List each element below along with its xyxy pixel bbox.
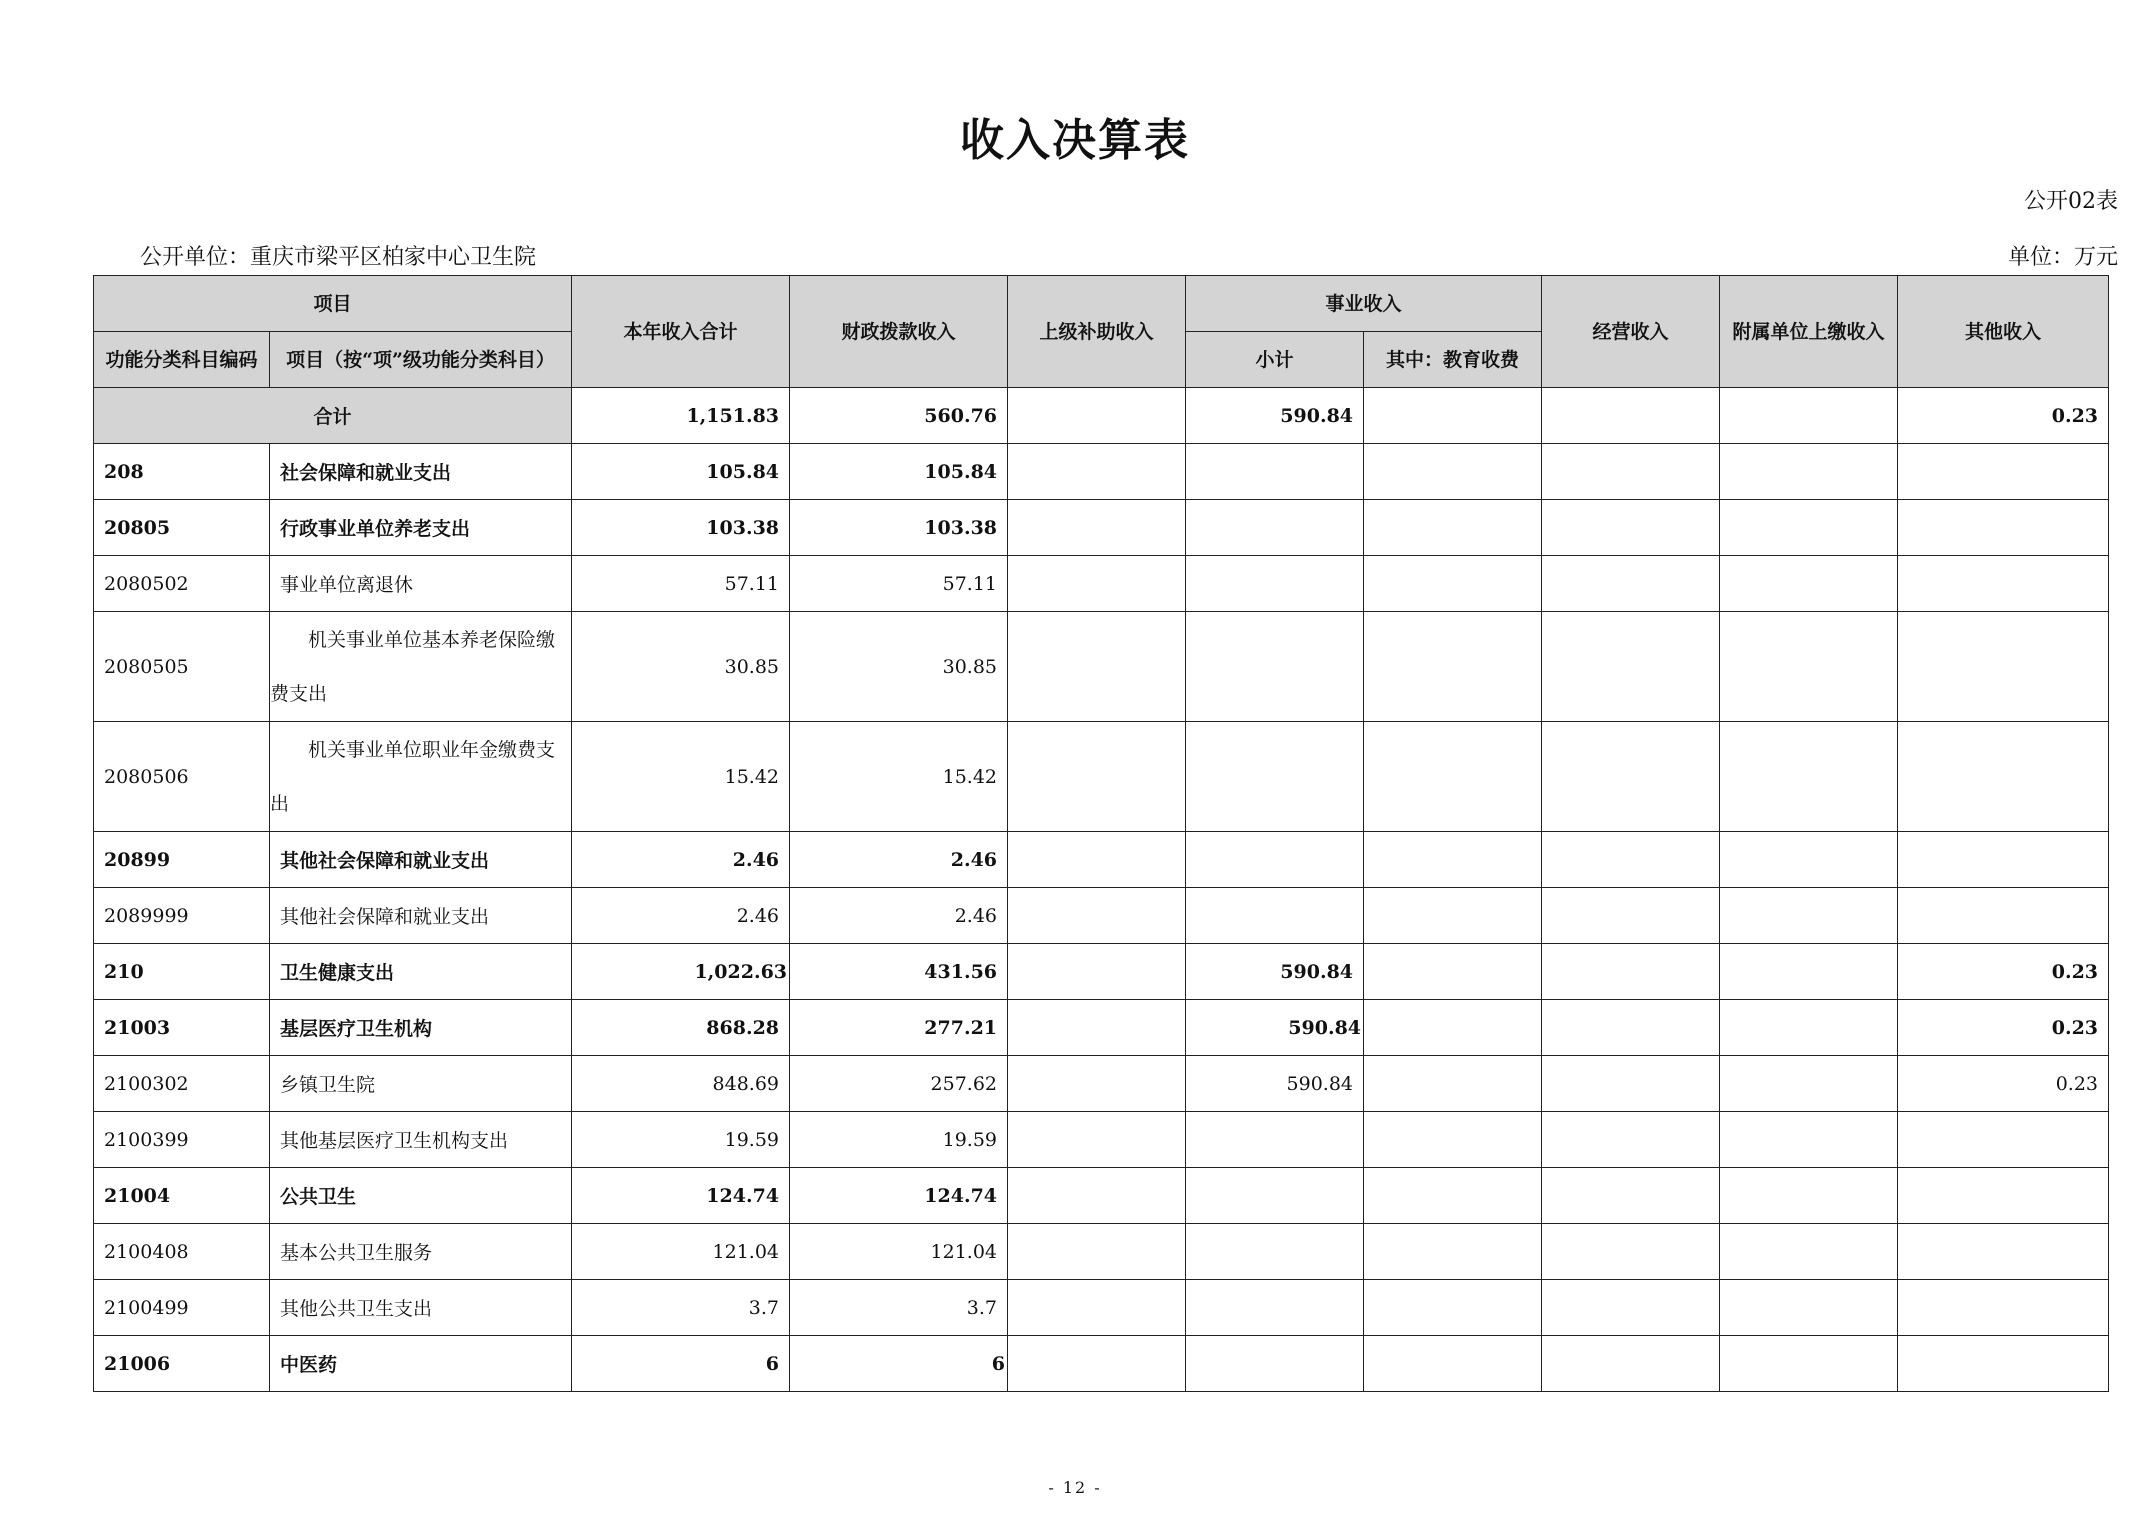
- cell-other: [1898, 722, 2109, 832]
- cell-career-edu: [1364, 1336, 1542, 1392]
- cell-affiliate: [1720, 1112, 1898, 1168]
- cell-affiliate: [1720, 1000, 1898, 1056]
- header-other: 其他收入: [1898, 276, 2109, 388]
- cell-career-edu: [1364, 444, 1542, 500]
- cell-career-subtotal: [1186, 1168, 1364, 1224]
- cell-name: 行政事业单位养老支出: [270, 500, 572, 556]
- cell-affiliate: [1720, 500, 1898, 556]
- cell-fiscal: 431.56: [790, 944, 1008, 1000]
- cell-business: [1542, 1000, 1720, 1056]
- cell-superior: [1008, 1000, 1186, 1056]
- cell-other: 0.23: [1898, 944, 2109, 1000]
- cell-fiscal: 105.84: [790, 444, 1008, 500]
- header-project: 项目: [94, 276, 572, 332]
- table-row: [94, 1168, 2109, 1224]
- cell-superior: [1008, 1280, 1186, 1336]
- cell-total: 2.46: [572, 832, 790, 888]
- cell-fiscal: 3.7: [790, 1280, 1008, 1336]
- header-total: 本年收入合计: [572, 276, 790, 388]
- table-row: [94, 1280, 2109, 1336]
- cell-fiscal: 2.46: [790, 888, 1008, 944]
- cell-business: [1542, 722, 1720, 832]
- table-row: [94, 1056, 2109, 1112]
- cell-other: [1898, 500, 2109, 556]
- cell-career-subtotal: [1186, 722, 1364, 832]
- cell-superior: [1008, 888, 1186, 944]
- table-row: [94, 944, 2109, 1000]
- cell-name: 事业单位离退休: [270, 556, 572, 612]
- cell-code: 2100499: [94, 1280, 270, 1336]
- cell-total: 848.69: [572, 1056, 790, 1112]
- cell-code: 21004: [94, 1168, 270, 1224]
- cell-superior: [1008, 556, 1186, 612]
- cell-superior: [1008, 832, 1186, 888]
- cell-affiliate: [1720, 832, 1898, 888]
- cell-name: 基本公共卫生服务: [270, 1224, 572, 1280]
- cell-name: 卫生健康支出: [270, 944, 572, 1000]
- cell-career-subtotal: [1186, 888, 1364, 944]
- cell-total: 57.11: [572, 556, 790, 612]
- cell-career-edu: [1364, 1280, 1542, 1336]
- header-fiscal: 财政拨款收入: [790, 276, 1008, 388]
- cell-other: 0.23: [1898, 1000, 2109, 1056]
- cell-affiliate: [1720, 388, 1898, 444]
- cell-business: [1542, 1336, 1720, 1392]
- cell-fiscal: 121.04: [790, 1224, 1008, 1280]
- cell-business: [1542, 444, 1720, 500]
- cell-career-edu: [1364, 500, 1542, 556]
- cell-fiscal: 124.74: [790, 1168, 1008, 1224]
- cell-business: [1542, 500, 1720, 556]
- cell-superior: [1008, 388, 1186, 444]
- page-title: 收入决算表: [960, 115, 1190, 166]
- cell-other: [1898, 1280, 2109, 1336]
- page-number: - 12 -: [1048, 1478, 1102, 1497]
- cell-affiliate: [1720, 1224, 1898, 1280]
- cell-career-subtotal: [1186, 444, 1364, 500]
- cell-superior: [1008, 722, 1186, 832]
- cell-total: 124.74: [572, 1168, 790, 1224]
- cell-name: 机关事业单位基本养老保险缴费支出: [270, 612, 572, 722]
- cell-career-subtotal: 590.84: [1186, 944, 1364, 1000]
- cell-career-edu: [1364, 388, 1542, 444]
- cell-superior: [1008, 1112, 1186, 1168]
- cell-code: 2089999: [94, 888, 270, 944]
- cell-code: 20899: [94, 832, 270, 888]
- cell-career-subtotal: [1186, 556, 1364, 612]
- cell-career-edu: [1364, 888, 1542, 944]
- cell-other: [1898, 556, 2109, 612]
- cell-name: 其他基层医疗卫生机构支出: [270, 1112, 572, 1168]
- cell-affiliate: [1720, 612, 1898, 722]
- cell-superior: [1008, 612, 1186, 722]
- table-row: [94, 612, 2109, 722]
- cell-affiliate: [1720, 1336, 1898, 1392]
- cell-name: 基层医疗卫生机构: [270, 1000, 572, 1056]
- cell-other: [1898, 612, 2109, 722]
- cell-superior: [1008, 1336, 1186, 1392]
- table-row: [94, 444, 2109, 500]
- cell-total: 103.38: [572, 500, 790, 556]
- cell-business: [1542, 1056, 1720, 1112]
- table-row: [94, 888, 2109, 944]
- table-row: [94, 556, 2109, 612]
- cell-career-subtotal: [1186, 832, 1364, 888]
- cell-career-subtotal: 590.84: [1186, 388, 1364, 444]
- table-row: [94, 1000, 2109, 1056]
- cell-name: 社会保障和就业支出: [270, 444, 572, 500]
- cell-other: [1898, 888, 2109, 944]
- cell-fiscal: 6: [790, 1336, 1008, 1392]
- cell-affiliate: [1720, 888, 1898, 944]
- cell-fiscal: 30.85: [790, 612, 1008, 722]
- cell-career-subtotal: 590.84: [1186, 1056, 1364, 1112]
- cell-career-edu: [1364, 1112, 1542, 1168]
- cell-business: [1542, 944, 1720, 1000]
- cell-total: 1,022.63: [572, 944, 790, 1000]
- cell-career-edu: [1364, 1224, 1542, 1280]
- cell-other: [1898, 444, 2109, 500]
- cell-fiscal: 560.76: [790, 388, 1008, 444]
- income-table: [93, 275, 2109, 1392]
- cell-fiscal: 103.38: [790, 500, 1008, 556]
- cell-business: [1542, 1168, 1720, 1224]
- cell-business: [1542, 1112, 1720, 1168]
- cell-career-edu: [1364, 1056, 1542, 1112]
- cell-total: 15.42: [572, 722, 790, 832]
- cell-total: 3.7: [572, 1280, 790, 1336]
- cell-career-edu: [1364, 556, 1542, 612]
- cell-other: [1898, 1168, 2109, 1224]
- cell-career-edu: [1364, 722, 1542, 832]
- header-career-subtotal: 小计: [1186, 332, 1364, 388]
- table-row: [94, 1336, 2109, 1392]
- header-affiliate: 附属单位上缴收入: [1720, 276, 1898, 388]
- cell-superior: [1008, 444, 1186, 500]
- cell-superior: [1008, 500, 1186, 556]
- cell-total: 868.28: [572, 1000, 790, 1056]
- header-business: 经营收入: [1542, 276, 1720, 388]
- cell-code: 2100399: [94, 1112, 270, 1168]
- cell-code: 210: [94, 944, 270, 1000]
- cell-name: 乡镇卫生院: [270, 1056, 572, 1112]
- cell-name: 其他公共卫生支出: [270, 1280, 572, 1336]
- cell-career-edu: [1364, 832, 1542, 888]
- org-label: 公开单位：重庆市梁平区柏家中心卫生院: [140, 245, 537, 270]
- cell-total: 2.46: [572, 888, 790, 944]
- cell-fiscal: 19.59: [790, 1112, 1008, 1168]
- table-number: 公开02表: [2024, 189, 2118, 214]
- header-career: 事业收入: [1186, 276, 1542, 332]
- cell-total: 6: [572, 1336, 790, 1392]
- total-row: [94, 388, 2109, 444]
- cell-superior: [1008, 1056, 1186, 1112]
- cell-code: 2080506: [94, 722, 270, 832]
- cell-career-subtotal: [1186, 1280, 1364, 1336]
- cell-business: [1542, 1280, 1720, 1336]
- cell-career-subtotal: [1186, 1224, 1364, 1280]
- header-superior: 上级补助收入: [1008, 276, 1186, 388]
- cell-total: 30.85: [572, 612, 790, 722]
- cell-code: 2100302: [94, 1056, 270, 1112]
- cell-career-edu: [1364, 1168, 1542, 1224]
- header-func-name: 项目（按“项”级功能分类科目）: [270, 332, 572, 388]
- cell-career-subtotal: [1186, 1336, 1364, 1392]
- cell-career-edu: [1364, 944, 1542, 1000]
- total-label: 合计: [94, 388, 572, 444]
- cell-other: [1898, 1336, 2109, 1392]
- cell-name: 公共卫生: [270, 1168, 572, 1224]
- cell-fiscal: 15.42: [790, 722, 1008, 832]
- cell-affiliate: [1720, 1056, 1898, 1112]
- cell-career-subtotal: [1186, 612, 1364, 722]
- cell-other: [1898, 832, 2109, 888]
- cell-fiscal: 257.62: [790, 1056, 1008, 1112]
- cell-other: 0.23: [1898, 1056, 2109, 1112]
- cell-career-subtotal: [1186, 1112, 1364, 1168]
- cell-superior: [1008, 1224, 1186, 1280]
- cell-other: [1898, 1112, 2109, 1168]
- cell-total: 1,151.83: [572, 388, 790, 444]
- cell-code: 21006: [94, 1336, 270, 1392]
- cell-total: 105.84: [572, 444, 790, 500]
- cell-affiliate: [1720, 944, 1898, 1000]
- cell-affiliate: [1720, 1168, 1898, 1224]
- unit-label: 单位：万元: [2007, 245, 2118, 270]
- cell-other: [1898, 1224, 2109, 1280]
- cell-total: 19.59: [572, 1112, 790, 1168]
- cell-affiliate: [1720, 556, 1898, 612]
- cell-business: [1542, 1224, 1720, 1280]
- cell-name: 其他社会保障和就业支出: [270, 832, 572, 888]
- cell-name: 其他社会保障和就业支出: [270, 888, 572, 944]
- cell-code: 20805: [94, 500, 270, 556]
- table-row: [94, 1112, 2109, 1168]
- cell-name: 中医药: [270, 1336, 572, 1392]
- cell-affiliate: [1720, 444, 1898, 500]
- cell-career-edu: [1364, 1000, 1542, 1056]
- cell-business: [1542, 556, 1720, 612]
- cell-total: 121.04: [572, 1224, 790, 1280]
- table-row: [94, 1224, 2109, 1280]
- cell-affiliate: [1720, 1280, 1898, 1336]
- table-row: [94, 832, 2109, 888]
- cell-code: 2080505: [94, 612, 270, 722]
- cell-fiscal: 57.11: [790, 556, 1008, 612]
- cell-superior: [1008, 944, 1186, 1000]
- cell-career-subtotal: [1186, 500, 1364, 556]
- cell-business: [1542, 832, 1720, 888]
- cell-affiliate: [1720, 722, 1898, 832]
- cell-career-subtotal: 590.84: [1186, 1000, 1364, 1056]
- table-row: [94, 500, 2109, 556]
- cell-name: 机关事业单位职业年金缴费支出: [270, 722, 572, 832]
- cell-code: 208: [94, 444, 270, 500]
- cell-business: [1542, 388, 1720, 444]
- cell-business: [1542, 612, 1720, 722]
- cell-code: 21003: [94, 1000, 270, 1056]
- cell-other: 0.23: [1898, 388, 2109, 444]
- cell-fiscal: 2.46: [790, 832, 1008, 888]
- cell-code: 2080502: [94, 556, 270, 612]
- cell-superior: [1008, 1168, 1186, 1224]
- header-career-edu: 其中：教育收费: [1364, 332, 1542, 388]
- table-row: [94, 722, 2109, 832]
- cell-fiscal: 277.21: [790, 1000, 1008, 1056]
- header-func-code: 功能分类科目编码: [94, 332, 270, 388]
- cell-business: [1542, 888, 1720, 944]
- cell-code: 2100408: [94, 1224, 270, 1280]
- cell-career-edu: [1364, 612, 1542, 722]
